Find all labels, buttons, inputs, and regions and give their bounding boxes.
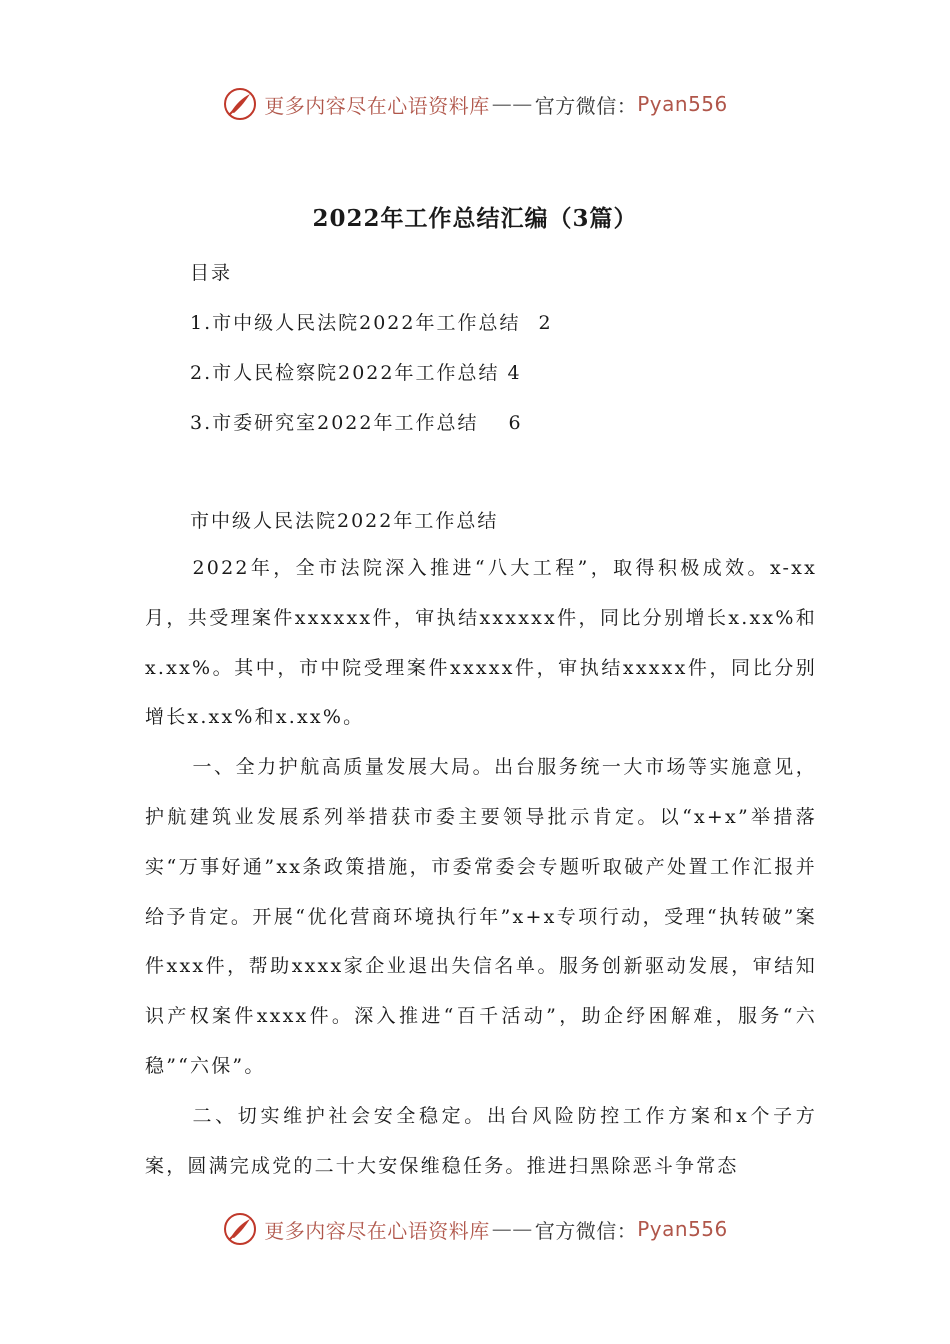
watermark-dash: —— — [491, 92, 533, 116]
watermark-main-text: 更多内容尽在心语资料库 — [264, 1218, 490, 1243]
watermark-wechat-label: 官方微信： — [534, 1218, 638, 1243]
toc-item[interactable] — [190, 408, 523, 435]
toc-heading: 目录 — [190, 262, 233, 284]
footer-watermark — [0, 1209, 950, 1249]
section-title: 市中级人民法院2022年工作总结 — [190, 510, 499, 532]
toc-item-page: 2 — [538, 312, 553, 334]
toc-item-page: 4 — [507, 362, 522, 384]
body-paragraph: 二、切实维护社会安全稳定。出台风险防控工作方案和x个子方案，圆满完成党的二十大安保维稳任务。推进扫黑除恶斗争常态 — [145, 1104, 817, 1177]
header-watermark — [0, 84, 950, 124]
document-body — [145, 544, 817, 1191]
toc-item[interactable] — [190, 308, 553, 335]
quill-pen-logo-icon — [222, 1211, 258, 1247]
toc-item-text: 2.市人民检察院2022年工作总结 — [190, 362, 500, 384]
body-paragraph: 2022年，全市法院深入推进“八大工程”，取得积极成效。x-xx月，共受理案件xxxxxx件，审执结xxxxxx件，同比分别增长x.xx%和x.xx%。其中，市中院受理案件xxxxx件，审执结xxxxx件，同比分别增长x.xx%和x.xx%。 — [145, 557, 817, 729]
quill-pen-logo-icon — [222, 86, 258, 122]
toc-item-page: 6 — [508, 412, 523, 434]
body-paragraph: 一、全力护航高质量发展大局。出台服务统一大市场等实施意见，护航建筑业发展系列举措获市委主要领导批示肯定。以“x+x”举措落实“万事好通”xx条政策措施，市委常委会专题听取破产处置工作汇报并给予肯定。开展“优化营商环境执行年”x+x专项行动，受理“执转破”案件xxx件，帮助xxxx家企业退出失信名单。服务创新驱动发展，审结知识产权案件xxxx件。深入推进“百千活动”，助企纾困解难，服务“六稳”“六保”。 — [145, 756, 817, 1077]
watermark-main-text: 更多内容尽在心语资料库 — [264, 93, 490, 118]
toc-item-text: 1.市中级人民法院2022年工作总结 — [190, 312, 521, 334]
document-title: 2022年工作总结汇编（3篇） — [312, 205, 638, 232]
watermark-wechat-label: 官方微信： — [534, 93, 638, 118]
watermark-dash: —— — [491, 1217, 533, 1241]
watermark-wechat-id: Pyan556 — [637, 92, 728, 116]
toc-item[interactable] — [190, 358, 522, 385]
toc-item-text: 3.市委研究室2022年工作总结 — [190, 412, 479, 434]
watermark-wechat-id: Pyan556 — [637, 1217, 728, 1241]
